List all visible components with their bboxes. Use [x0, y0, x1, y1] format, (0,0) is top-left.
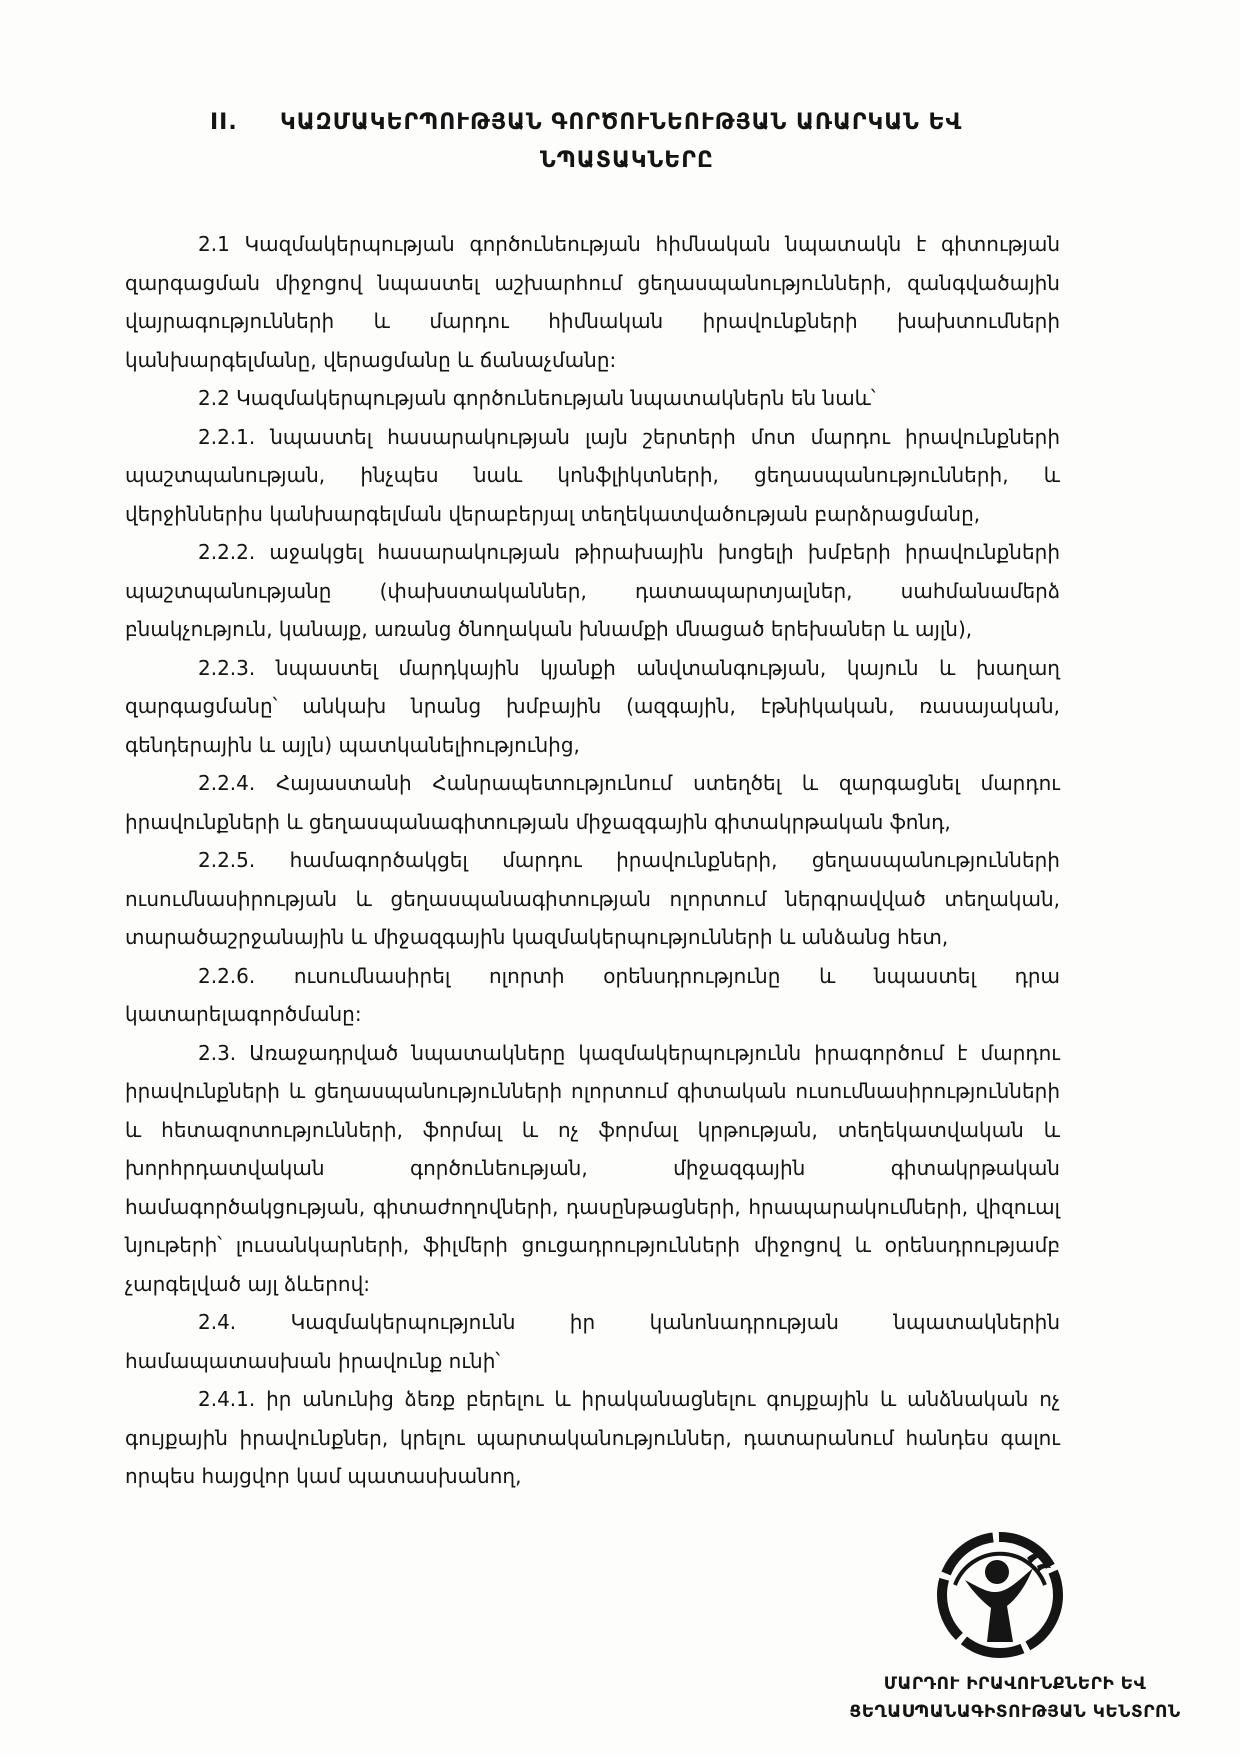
organization-logo-icon	[935, 1530, 1065, 1660]
paragraph-2-2-3: 2.2.3. նպաստել մարդկային կյանքի անվտանգության, կայուն և խաղաղ զարգացմանը՝ անկախ նրանց խմբային (ազգային, էթնիկական, ռասայական, գենդերային և այլն) պատկանելիությունից,	[125, 655, 1060, 757]
paragraph-2-3: 2.3. Առաջադրված նպատակները կազմակերպությունն իրագործում է մարդու իրավունքների և ցեղասպանությունների ոլորտում գիտական ուսումնասիրությունների և հետազոտությունների, ֆորմալ և ոչ ֆորմալ կրթության, տեղեկատվական և խորհրդատվական գործունեության, միջազգային գիտակրթական համագործակցության, գիտաժողովների, դասընթացների, հրապարակումների, վիզուալ նյութերի՝ լուսանկարների, ֆիլմերի ցուցադրությունների միջոցով և օրենսդրությամբ չարգելված այլ ձևերով:	[125, 1040, 1060, 1296]
document-body	[125, 225, 1060, 1496]
paragraph-2-4-1: 2.4.1. իր անունից ձեռք բերելու և իրականացնելու գույքային և անձնական ոչ գույքային իրավունքներ, կրելու պարտականություններ, դատարանում հանդես գալու որպես հայցվոր կամ պատասխանող,	[125, 1387, 1060, 1488]
organization-name-line1: ՄԱՐԴՈՒ ԻՐԱՎՈՒՆՔՆԵՐԻ ԵՎ	[883, 1674, 1147, 1694]
section-number: II.	[210, 110, 238, 135]
organization-name	[815, 1670, 1215, 1726]
section-title-line1: ԿԱԶՄԱԿԵՐՊՈՒԹՅԱՆ ԳՈՐԾՈՒՆԵՈՒԹՅԱՆ ԱՌԱՐԿԱՆ ԵՎ	[280, 110, 963, 135]
paragraph-2-2: 2.2 Կազմակերպության գործունեության նպատակներն են նաև՝	[198, 386, 876, 410]
paragraph-2-2-6: 2.2.6. ուսումնասիրել ոլորտի օրենսդրությունը և նպաստել դրա կատարելագործմանը:	[125, 963, 1060, 1026]
paragraph-2-2-2: 2.2.2. աջակցել հասարակության թիրախային խոցելի խմբերի իրավունքների պաշտպանությանը (փախստականներ, դատապարտյալներ, սահմանամերձ բնակչություն, կանայք, առանց ծնողական խնամքի մնացած երեխաներ և այլն),	[125, 540, 1060, 641]
paragraph-2-2-5: 2.2.5. համագործակցել մարդու իրավունքների, ցեղասպանությունների ուսումնասիրության և ցեղասպանագիտության ոլորտում ներգրավված տեղական, տարածաշրջանային և միջազգային կազմակերպությունների և անձանց հետ,	[125, 848, 1060, 949]
paragraph-2-2-4: 2.2.4. Հայաստանի Հանրապետությունում ստեղծել և զարգացնել մարդու իրավունքների և ցեղասպանագիտության միջազգային գիտակրթական ֆոնդ,	[125, 771, 1060, 834]
organization-name-line2: ՑԵՂԱՍՊԱՆԱԳԻՏՈՒԹՅԱՆ ԿԵՆՏՐՈՆ	[849, 1702, 1181, 1722]
paragraph-2-2-1: 2.2.1. նպաստել հասարակության լայն շերտերի մոտ մարդու իրավունքների պաշտպանության, ինչպես նաև կոնֆլիկտների, ցեղասպանությունների, և վերջիններիս կանխարգելման վերաբերյալ տեղեկատվածության բարձրացմանը,	[125, 424, 1060, 526]
paragraph-2-1: 2.1 Կազմակերպության գործունեության հիմնական նպատակն է գիտության զարգացման միջոցով նպաստել աշխարհում ցեղասպանությունների, զանգվածային վայրագությունների և մարդու հիմնական իրավունքների խախտումների կանխարգելմանը, վերացմանը և ճանաչմանը:	[125, 232, 1060, 372]
section-title-line2: ՆՊԱՏԱԿՆԵՐԸ	[540, 148, 714, 173]
paragraph-2-4: 2.4. Կազմակերպությունն իր կանոնադրության նպատակներին համապատասխան իրավունք ունի՝	[125, 1310, 1060, 1373]
